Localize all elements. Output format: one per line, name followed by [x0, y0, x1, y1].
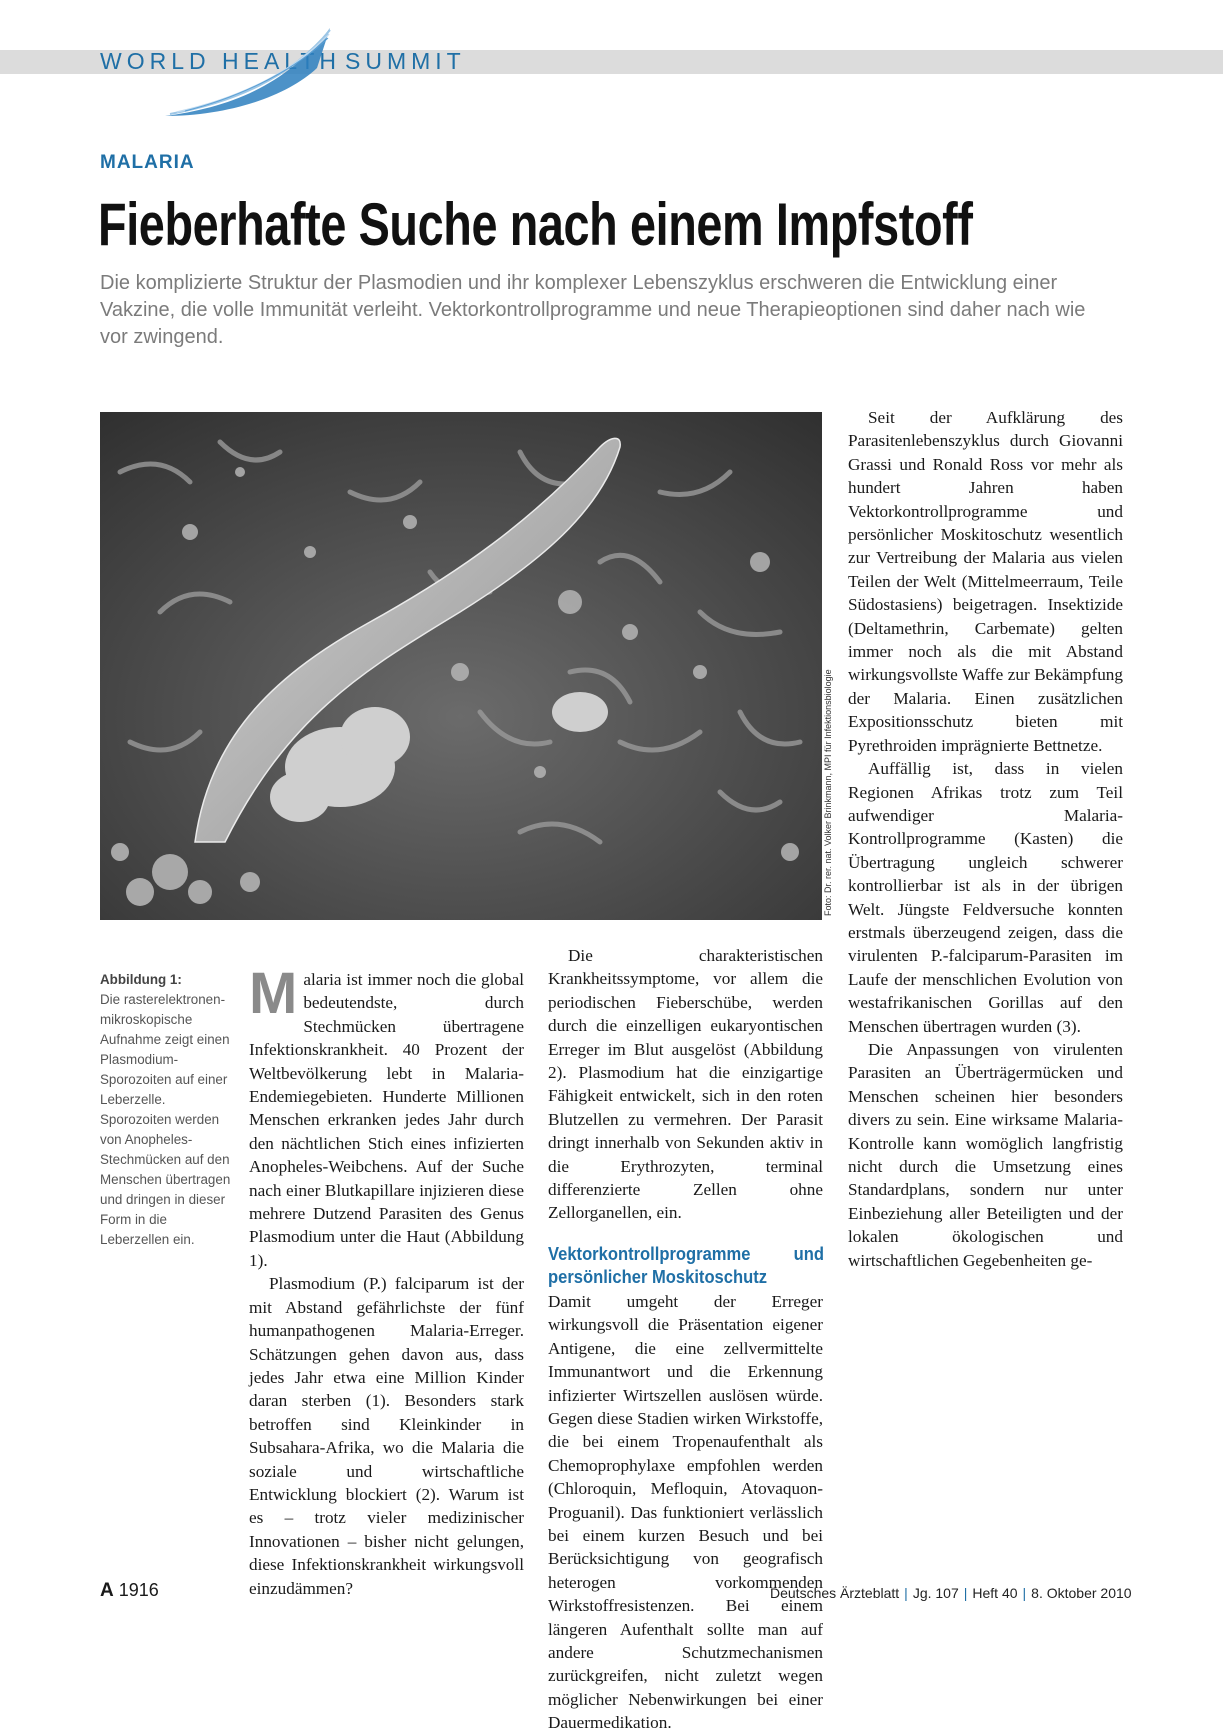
body-paragraph: Seit der Aufklärung des Parasitenlebenszyklus durch Giovanni Grassi und Ronald Ross vor mehr als hundert Jahren haben Vektorkontrollprogramme und persönlicher Moskitoschutz wesentlich zur Vertreibung der Malaria aus vielen Teilen der Welt (Mittelmeerraum, Teile Südostasiens) beigetragen. Insektizide (Deltamethrin, Carbemate) gelten immer noch als die mit Abstand wirkungsvollste Waffe zur Bekämpfung der Malaria. Einen zusätzlichen Expositionsschutz bieten mit Pyrethroiden imprägnierte Bettnetze.	[848, 408, 1123, 755]
sem-micrograph-image	[100, 412, 822, 920]
logo-text-left: WORLD HEALTH	[100, 48, 342, 74]
body-paragraph: Auffällig ist, dass in vielen Regionen Afrikas trotz zum Teil aufwendiger Malaria-Kontrollprogramme (Kasten) die Übertragung ungleich schwerer kontrollierbar ist als in der übrigen Welt. Jüngste Feldversuche konnten erstmals überzeugend zeigen, dass die virulenten P.-falciparum-Parasiten im Laufe der menschlichen Evolution von westafrikanischen Gorillas auf den Menschen übertragen wurden (3).	[848, 759, 1123, 1036]
drop-cap: M	[249, 961, 298, 1026]
body-paragraph: Plasmodium (P.) falciparum ist der mit Abstand gefährlichste der fünf humanpathogenen Malaria-Erreger. Schätzungen gehen davon aus, dass jedes Jahr etwa eine Million Kinder daran sterben (1). Besonders stark betroffen sind Kleinkinder in Subsahara-Afrika, wo die Malaria die soziale und wirtschaftliche Entwicklung blockiert (2). Warum ist es – trotz vieler medizinischer Innovationen – bisher nicht gelungen, diese Infektionskrankheit wirkungsvoll einzudämmen?	[249, 1274, 524, 1598]
figure-caption	[100, 970, 232, 1250]
section-subheading: Vektorkontrollprogramme und persönlicher Moskitoschutz	[548, 1243, 824, 1287]
volume: Jg. 107	[912, 1585, 959, 1601]
page-number: A 1916	[100, 1580, 159, 1601]
issue: Heft 40	[972, 1585, 1018, 1601]
body-paragraph: Damit umgeht der Erreger wirkungsvoll die Präsentation eigener Antigene, die eine zellvermittelte Immunantwort und die Erkennung infizierter Wirtszellen auslösen würde. Gegen diese Stadien wirken Wirkstoffe, die bei einem Tropenaufenthalt als Chemoprophylaxe empfohlen werden (Chloroquin, Mefloquin, Atovaquon-Proguanil). Das funktioniert verlässlich bei einem kurzen Besuch und bei Berücksichtigung von geografisch heterogen vorkommenden Wirkstoffresistenzen. Bei einem längeren Aufenthalt sollte man auf andere Schutzmechanismen zurückgreifen, nicht zuletzt wegen möglicher Nebenwirkungen bei einer Dauermedikation.	[548, 1291, 823, 1733]
photo-credit: Foto: Dr. rer. nat. Volker Brinkmann, MPI für Infektionsbiologie	[823, 669, 833, 916]
summit-logo-icon	[165, 28, 345, 123]
body-paragraph: alaria ist immer noch die global bedeutendste, durch Stechmücken übertragene Infektionskrankheit. 40 Prozent der Weltbevölkerung lebt in Malaria-Endemiegebieten. Hunderte Millionen Menschen erkranken jedes Jahr durch den nächtlichen Stich eines infizierten Anopheles-Weibchens. Auf der Suche nach einer Blutkapillare injizieren diese mehrere Dutzend Parasiten des Genus Plasmodium unter die Haut (Abbildung 1).	[249, 970, 524, 1270]
body-column-2	[548, 944, 823, 1735]
article-title: Fieberhafte Suche nach einem Impfstoff	[98, 191, 973, 258]
body-column-3	[848, 406, 1123, 1272]
caption-text: Die rasterelektronen-mikroskopische Aufnahme zeigt einen Plasmodium-Sporozoiten auf einer Leberzelle. Sporozoiten werden von Anopheles-Stechmücken auf den Menschen übertragen und dringen in dieser Form in die Leberzellen ein.	[100, 992, 231, 1247]
body-paragraph: Die Anpassungen von virulenten Parasiten an Überträgermücken und Menschen scheinen hier besonders divers zu sein. Eine wirksame Malaria-Kontrolle kann womöglich langfristig nicht durch die Umsetzung eines Standardplans, sondern nur unter Einbeziehung aller Beteiligten und der lokalen ökologischen und wirtschaftlichen Gegebenheiten ge-	[848, 1039, 1123, 1270]
issue-date: 8. Oktober 2010	[1031, 1585, 1132, 1601]
caption-title: Abbildung 1:	[100, 972, 182, 987]
body-column-1	[249, 961, 524, 1600]
journal-footer: Deutsches Ärzteblatt | Jg. 107 | Heft 40 | 8. Oktober 2010	[770, 1585, 1132, 1601]
logo-text-right: SUMMIT	[345, 48, 466, 74]
article-lead: Die komplizierte Struktur der Plasmodien und ihr komplexer Lebenszyklus erschweren die Entwicklung einer Vakzine, die volle Immunität verleiht. Vektorkontrollprogramme und neue Therapieoptionen sind daher nach wie vor zwingend.	[100, 272, 1086, 348]
body-paragraph: Die charakteristischen Krankheitssymptome, vor allem die periodischen Fieberschübe, werden durch die einzelligen eukaryontischen Erreger im Blut ausgelöst (Abbildung 2). Plasmodium hat die einzigartige Fähigkeit entwickelt, sich in den roten Blutzellen zu vermehren. Der Parasit dringt innerhalb von Sekunden aktiv in die Erythrozyten, terminal differenzierte Zellen ohne Zellorganellen, ein.	[548, 946, 823, 1223]
article-kicker: MALARIA	[100, 152, 195, 173]
journal-name: Deutsches Ärzteblatt	[770, 1585, 900, 1601]
